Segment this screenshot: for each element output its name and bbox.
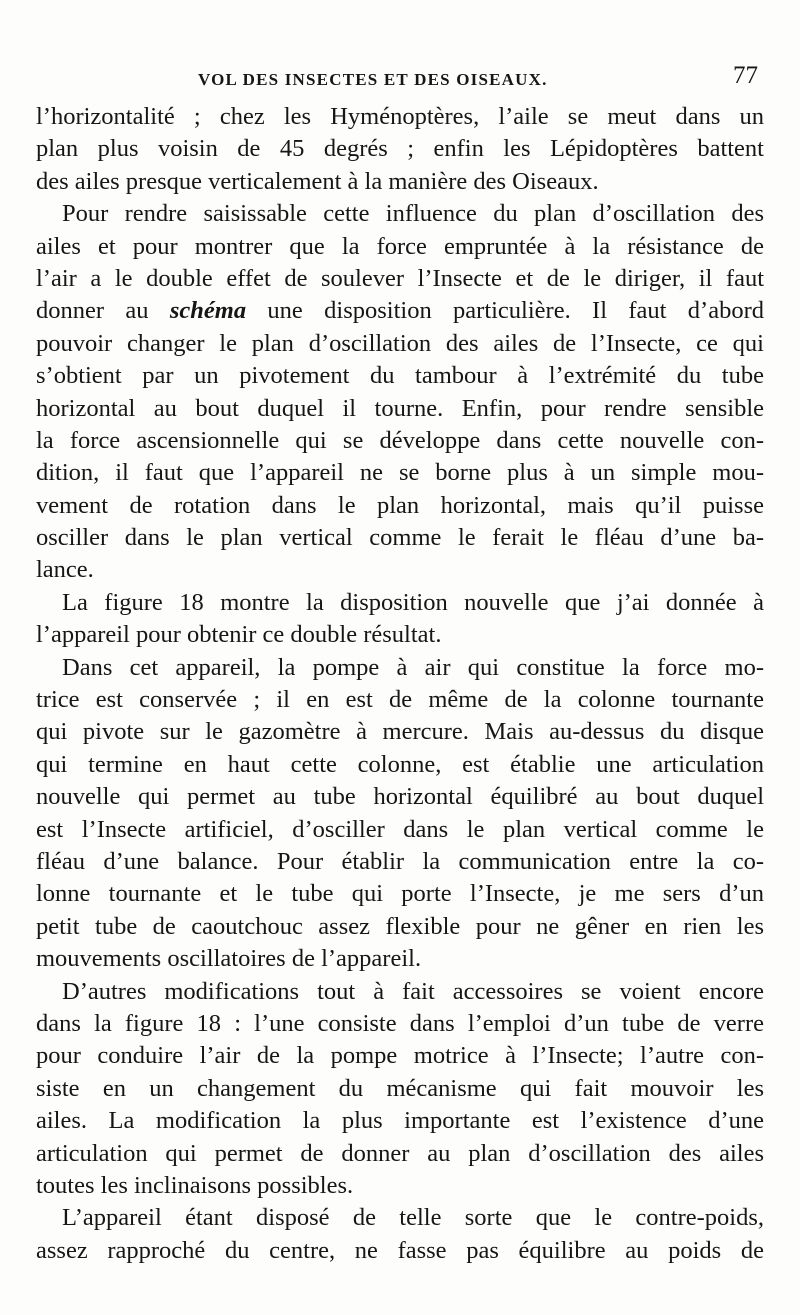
text-line: plan plus voisin de 45 degrés ; enfin les Lépidoptères battent — [36, 135, 764, 163]
running-title: VOL DES INSECTES ET DES OISEAUX. — [198, 70, 548, 89]
text-line: horizontal au bout duquel il tourne. Enfin, pour rendre sensible — [36, 394, 764, 422]
text-line: trice est conservée ; il en est de même de la colonne tournante — [36, 686, 764, 714]
text-line: Dans cet appareil, la pompe à air qui constitue la force mo- — [62, 653, 764, 681]
text-line-with-italic: donner au schéma une disposition particulière. Il faut d’abord — [36, 297, 764, 325]
text-line: vement de rotation dans le plan horizontal, mais qu’il puisse — [36, 491, 764, 519]
text-line: l’air a le double effet de soulever l’Insecte et de le diriger, il faut — [36, 264, 764, 292]
text-line: La figure 18 montre la disposition nouvelle que j’ai donnée à — [62, 588, 764, 616]
text-line: osciller dans le plan vertical comme le ferait le fléau d’une ba- — [36, 524, 764, 552]
paragraph — [36, 976, 764, 1203]
text-line: petit tube de caoutchouc assez flexible pour ne gêner en rien les — [36, 912, 764, 940]
text-line: siste en un changement du mécanisme qui fait mouvoir les — [36, 1074, 764, 1102]
text-line: L’appareil étant disposé de telle sorte que le contre-poids, — [62, 1204, 764, 1232]
text-line: s’obtient par un pivotement du tambour à l’extrémité du tube — [36, 362, 764, 390]
text-line: fléau d’une balance. Pour établir la communication entre la co- — [36, 847, 764, 875]
page-number: 77 — [733, 62, 758, 89]
paragraph — [36, 101, 764, 198]
text-line: ailes. La modification la plus importante est l’existence d’une — [36, 1107, 764, 1135]
text-line: dans la figure 18 : l’une consiste dans l’emploi d’un tube de verre — [36, 1009, 764, 1037]
text-line: lance. — [36, 556, 94, 584]
paragraph — [36, 198, 764, 587]
text-line: qui pivote sur le gazomètre à mercure. Mais au-dessus du disque — [36, 718, 764, 746]
text-line: ailes et pour montrer que la force empruntée à la résistance de — [36, 232, 764, 260]
text-line: dition, il faut que l’appareil ne se borne plus à un simple mou- — [36, 459, 764, 487]
text-line: pour conduire l’air de la pompe motrice à l’Insecte; l’autre con- — [36, 1042, 764, 1070]
paragraph — [36, 587, 764, 652]
paragraph — [36, 652, 764, 976]
body-text — [36, 101, 764, 1267]
text-line: articulation qui permet de donner au plan d’oscillation des ailes — [36, 1139, 764, 1167]
text-line: la force ascensionnelle qui se développe dans cette nouvelle con- — [36, 426, 764, 454]
text-line: assez rapproché du centre, ne fasse pas équilibre au poids de — [36, 1236, 764, 1264]
text-line: l’horizontalité ; chez les Hyménoptères, l’aile se meut dans un — [36, 103, 764, 130]
text-line: toutes les inclinaisons possibles. — [36, 1171, 354, 1199]
text-line: qui termine en haut cette colonne, est établie une articulation — [36, 750, 764, 778]
text-line: nouvelle qui permet au tube horizontal équilibré au bout duquel — [36, 783, 764, 811]
text-line: des ailes presque verticalement à la manière des Oiseaux. — [36, 167, 599, 195]
italic-term: schéma — [169, 297, 247, 325]
text-line: mouvements oscillatoires de l’appareil. — [36, 945, 422, 973]
paragraph — [36, 1202, 764, 1267]
text-line: Pour rendre saisissable cette influence du plan d’oscillation des — [62, 200, 764, 228]
text-line: l’appareil pour obtenir ce double résultat. — [36, 621, 442, 649]
text-line: pouvoir changer le plan d’oscillation des ailes de l’Insecte, ce qui — [36, 329, 764, 357]
text-line: D’autres modifications tout à fait accessoires se voient encore — [62, 977, 764, 1005]
text-line: lonne tournante et le tube qui porte l’Insecte, je me sers d’un — [36, 880, 764, 908]
text-line: est l’Insecte artificiel, d’osciller dans le plan vertical comme le — [36, 815, 764, 843]
page-header — [0, 62, 800, 102]
